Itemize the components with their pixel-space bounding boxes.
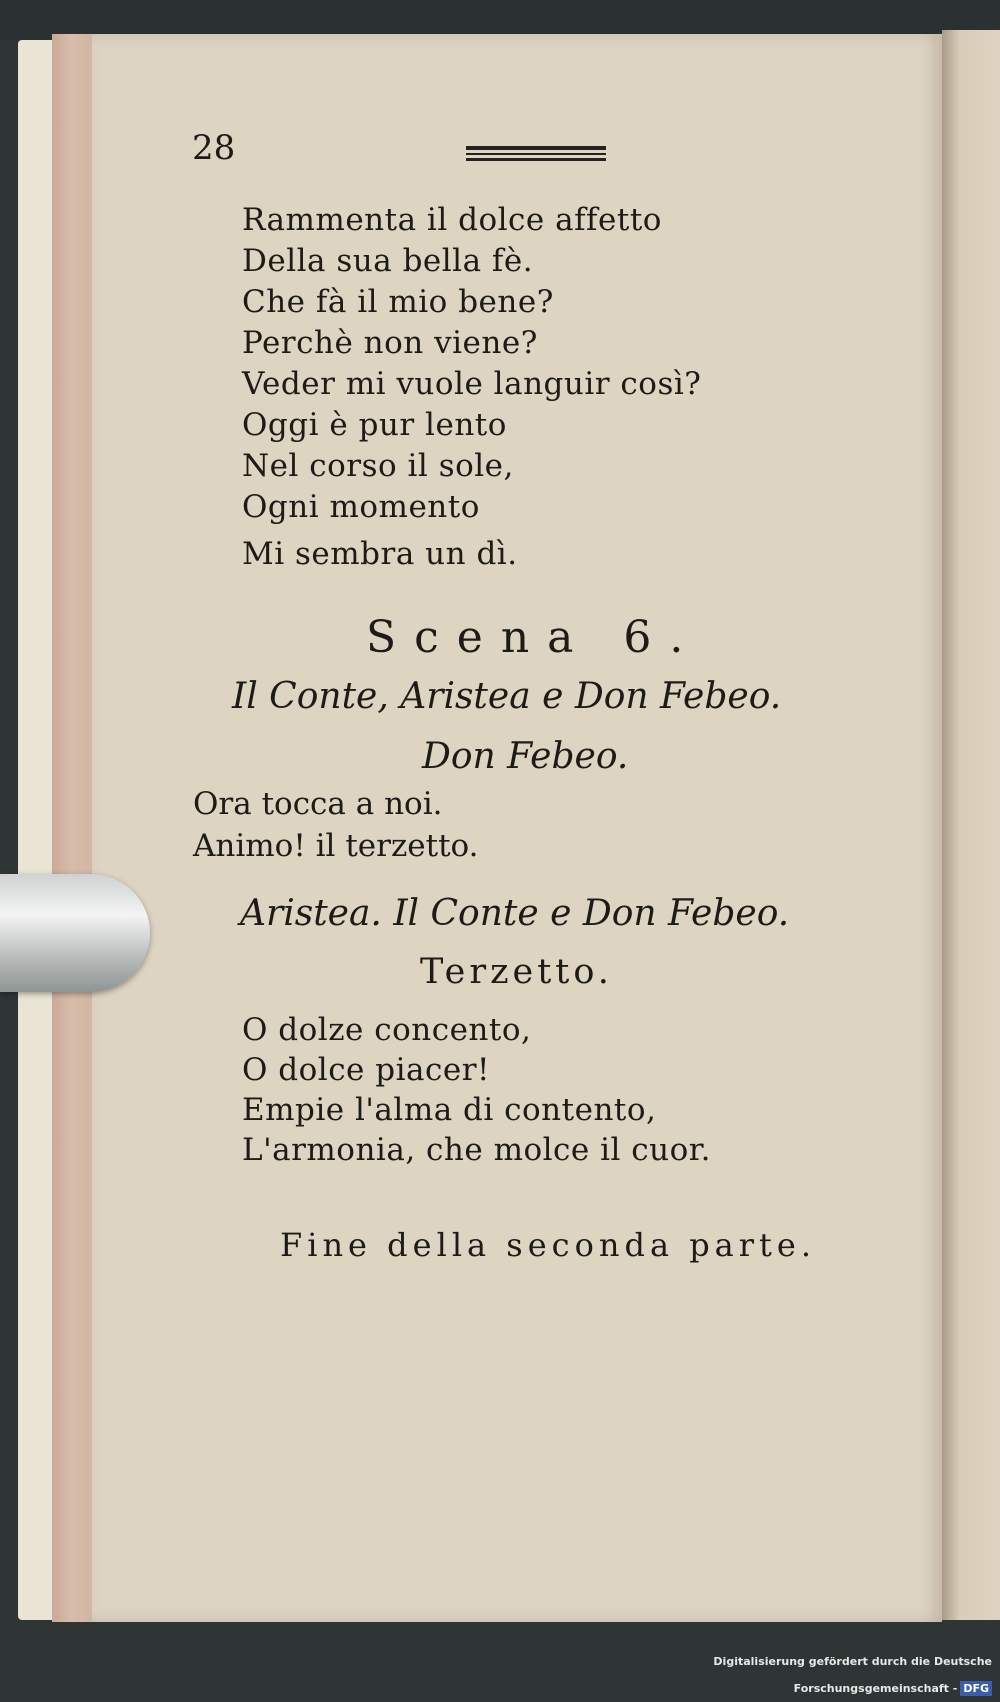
verse-line: Rammenta il dolce affetto <box>242 202 662 238</box>
verse-line: Nel corso il sole, <box>242 448 514 484</box>
trio-title: Terzetto. <box>420 952 613 992</box>
header-rule <box>466 146 606 164</box>
page-clip <box>0 874 150 992</box>
speaker-name: Don Febeo. <box>422 736 629 777</box>
scene-characters: Il Conte, Aristea e Don Febeo. <box>232 676 782 717</box>
verse-line: Che fà il mio bene? <box>242 284 554 320</box>
trio-verse-line: O dolce piacer! <box>242 1052 490 1088</box>
trio-verse-line: Empie l'alma di contento, <box>242 1092 657 1128</box>
trio-verse-line: O dolze concento, <box>242 1012 532 1048</box>
speech-line: Ora tocca a noi. <box>193 786 443 822</box>
adjacent-page <box>942 30 1000 1620</box>
verse-line: Oggi è pur lento <box>242 407 507 443</box>
dfg-logo-badge: DFG <box>960 1681 992 1696</box>
speech-line: Animo! il terzetto. <box>193 828 479 864</box>
footer-text: Digitalisierung gefördert durch die Deutsche Forschungsgemeinschaft - <box>713 1655 992 1695</box>
end-of-part-note: Fine della seconda parte. <box>280 1226 817 1264</box>
verse-line: Della sua bella fè. <box>242 243 534 279</box>
scene-heading: Scena 6. <box>366 612 702 663</box>
page-number: 28 <box>192 128 236 168</box>
digitization-footer <box>600 1648 1000 1695</box>
trio-verse-line: L'armonia, che molce il cuor. <box>242 1132 712 1168</box>
verse-line: Mi sembra un dì. <box>242 536 518 572</box>
trio-characters: Aristea. Il Conte e Don Febeo. <box>240 893 790 934</box>
verse-line: Veder mi vuole languir così? <box>242 366 702 402</box>
verse-line: Ogni momento <box>242 489 480 525</box>
verse-line: Perchè non viene? <box>242 325 538 361</box>
